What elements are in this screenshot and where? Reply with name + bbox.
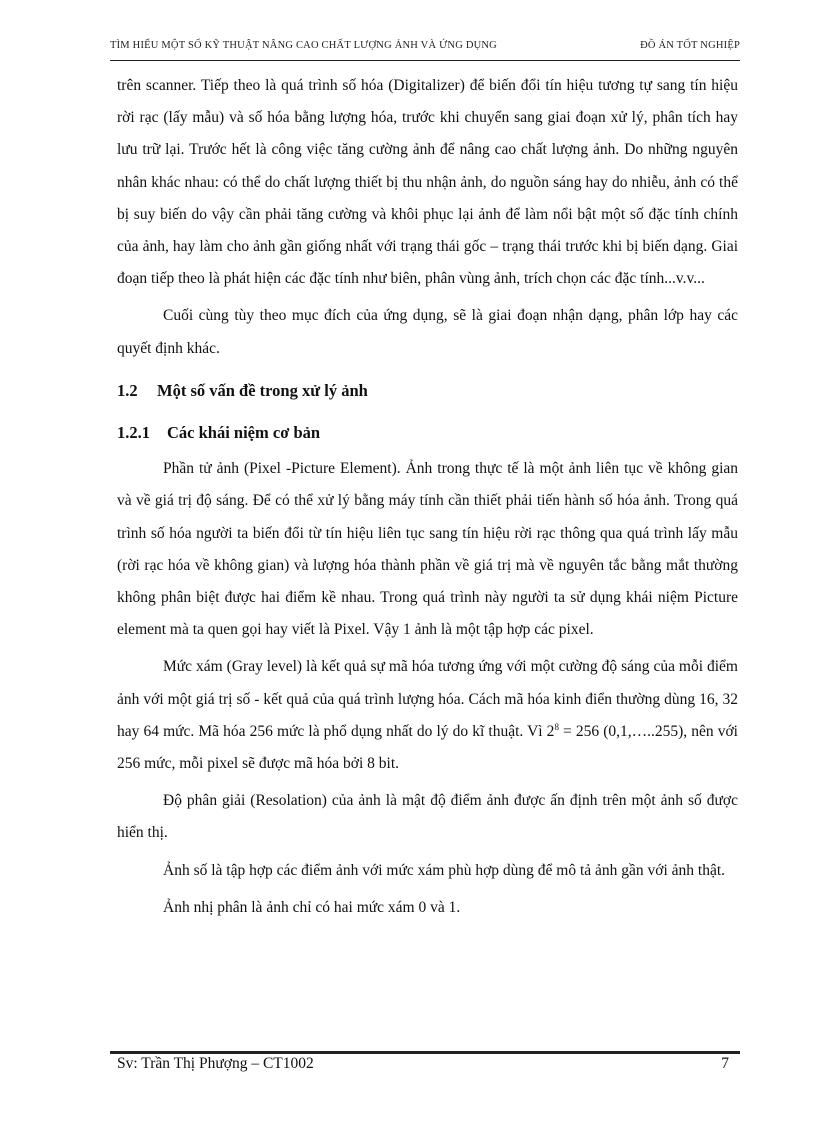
section-title: Một số vấn đề trong xử lý ảnh — [157, 380, 368, 400]
page-header — [110, 40, 740, 51]
page-number: 7 — [721, 1055, 729, 1072]
paragraph: Phần tử ảnh (Pixel -Picture Element). Ảnh trong thực tế là một ảnh liên tục về không gian và về giá trị độ sáng. Để có thể xử lý bằng máy tính cần thiết phải tiến hành số hóa ảnh. Trong quá trình số hóa người ta biến đổi từ tín hiệu liên tục sang tín hiệu rời rạc thông qua quá trình lấy mẫu (rời rạc hóa về không gian) và lượng hóa thành phần về giá trị mà về nguyên tắc bằng mắt thường không phân biệt được hai điểm kề nhau. Trong quá trình này người ta sử dụng khái niệm Picture element mà ta quen gọi hay viết là Pixel. Vậy 1 ảnh là một tập hợp các pixel. — [117, 460, 738, 639]
paragraph: Độ phân giải (Resolation) của ảnh là mật độ điểm ảnh được ấn định trên một ảnh số được hiển thị. — [117, 792, 738, 842]
header-doc-type: ĐỒ ÁN TỐT NGHIỆP — [640, 40, 740, 51]
footer-divider — [110, 1051, 740, 1054]
paragraph: Cuối cùng tùy theo mục đích của ứng dụng, sẽ là giai đoạn nhận dạng, phân lớp hay các quyết định khác. — [117, 307, 738, 357]
text-run: = 256 (0,1,…..255), nên với 256 mức, mỗi pixel sẽ được mã hóa bởi 8 bit. — [117, 722, 738, 773]
document-body — [117, 70, 738, 929]
paragraph: Ảnh nhị phân là ảnh chỉ có hai mức xám 0 và 1. — [163, 898, 461, 916]
section-heading — [117, 375, 738, 407]
footer-student: Sv: Trần Thị Phượng – CT1002 — [117, 1055, 314, 1072]
paragraph: trên scanner. Tiếp theo là quá trình số hóa (Digitalizer) để biến đổi tín hiệu tương tự sang tín hiệu rời rạc (lấy mẫu) và số hóa bằng lượng hóa, trước khi chuyển sang giai đoạn xử lý, phân tích hay lưu trữ lại. Trước hết là công việc tăng cường ảnh để nâng cao chất lượng ảnh. Do những nguyên nhân khác nhau: có thể do chất lượng thiết bị thu nhận ảnh, do nguồn sáng hay do nhiễu, ảnh có thể bị suy biến do vậy cần phải tăng cường và khôi phục lại ảnh để làm nổi bật một số đặc tính chính của ảnh, hay làm cho ảnh gần giống nhất với trạng thái gốc – trạng thái trước khi bị biến dạng. Giai đoạn tiếp theo là phát hiện các đặc tính như biên, phân vùng ảnh, trích chọn các đặc tính...v.v... — [117, 77, 738, 288]
paragraph — [117, 651, 738, 780]
section-number: 1.2 — [117, 380, 138, 400]
paragraph: Ảnh số là tập hợp các điểm ảnh với mức xám phù hợp dùng để mô tả ảnh gần với ảnh thật. — [163, 861, 726, 879]
page-footer — [117, 1055, 729, 1073]
header-divider — [110, 60, 740, 61]
subsection-number: 1.2.1 — [117, 423, 150, 443]
superscript: 8 — [554, 721, 559, 732]
subsection-heading — [117, 417, 738, 449]
text-run: Mức xám (Gray level) là kết quả sự mã hóa tương ứng với một cường độ sáng của mỗi điểm ảnh với một giá trị số - kết quả của quá trình lượng hóa. Cách mã hóa kinh điển thường dùng 16, 32 hay 64 mức. Mã hóa 256 mức là phổ dụng nhất do lý do kĩ thuật. Vì 2 — [117, 658, 738, 740]
subsection-title: Các khái niệm cơ bản — [167, 423, 321, 443]
header-title: TÌM HIỂU MỘT SỐ KỸ THUẬT NÂNG CAO CHẤT LƯỢNG ẢNH VÀ ỨNG DỤNG — [110, 40, 497, 51]
